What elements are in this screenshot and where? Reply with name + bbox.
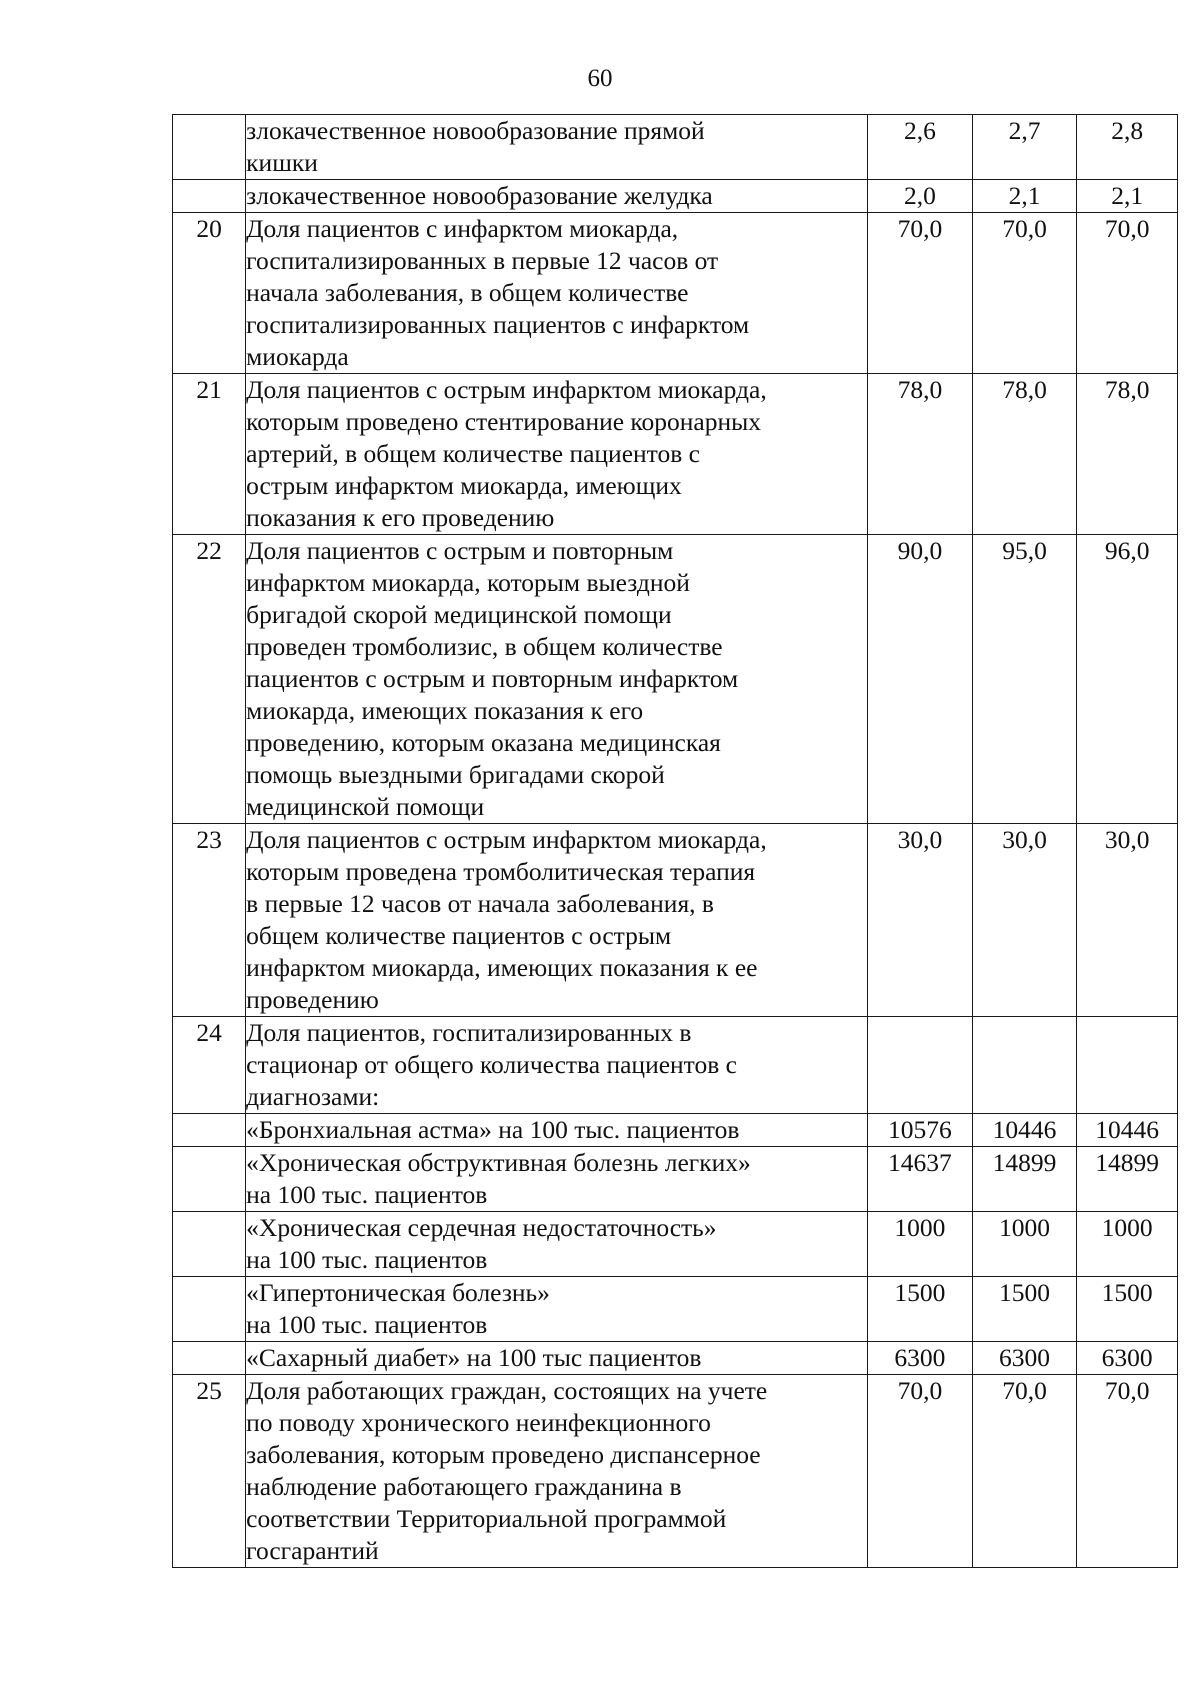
value-cell-3: 70,0: [1077, 213, 1178, 374]
indicator-text-cell: [246, 535, 868, 824]
row-number-cell: [173, 180, 246, 213]
indicator-text-line: злокачественное новообразование желудка: [246, 181, 713, 210]
indicator-text-line: стационар от общего количества пациентов с: [246, 1050, 737, 1079]
indicator-text-line: «Хроническая обструктивная болезнь легких»: [246, 1148, 751, 1177]
indicator-text-line: медицинской помощи: [246, 792, 485, 821]
indicator-text-line: бригадой скорой медицинской помощи: [246, 600, 672, 629]
indicator-text-line: Доля работающих граждан, состоящих на учете: [246, 1376, 768, 1405]
row-number-cell: [173, 1212, 246, 1277]
indicator-text-line: артерий, в общем количестве пациентов с: [246, 439, 700, 468]
table-row: [173, 115, 1178, 180]
indicator-text-cell: [246, 1147, 868, 1212]
table-row: [173, 180, 1178, 213]
indicator-text-line: пациентов с острым и повторным инфарктом: [246, 664, 739, 693]
indicator-text-line: Доля пациентов с острым инфарктом миокарда,: [246, 375, 767, 404]
value-cell-3: 1000: [1077, 1212, 1178, 1277]
value-cell-3: [1077, 1017, 1178, 1114]
indicator-text-line: Доля пациентов с острым и повторным: [246, 536, 674, 565]
table-row: [173, 1017, 1178, 1114]
indicator-text-line: госгарантий: [246, 1536, 379, 1565]
indicator-text-line: Доля пациентов с инфарктом миокарда,: [246, 214, 679, 243]
indicator-text-line: наблюдение работающего гражданина в: [246, 1472, 682, 1501]
indicator-text-line: Доля пациентов с острым инфарктом миокарда,: [246, 825, 767, 854]
value-cell-2: [972, 1017, 1077, 1114]
value-cell-3: 2,1: [1077, 180, 1178, 213]
value-cell-3: 78,0: [1077, 374, 1178, 535]
row-number-cell: 25: [173, 1375, 246, 1568]
value-cell-2: 70,0: [972, 1375, 1077, 1568]
indicator-text-line: общем количестве пациентов с острым: [246, 921, 672, 950]
value-cell-1: 70,0: [868, 1375, 973, 1568]
row-number-cell: 21: [173, 374, 246, 535]
indicator-text-line: на 100 тыс. пациентов: [246, 1310, 488, 1339]
value-cell-2: 10446: [972, 1114, 1077, 1147]
indicator-text-line: показания к его проведению: [246, 503, 555, 532]
table-row: [173, 1342, 1178, 1375]
indicator-text-line: миокарда: [246, 342, 349, 371]
row-number-cell: 22: [173, 535, 246, 824]
indicator-text-cell: [246, 1114, 868, 1147]
value-cell-1: 10576: [868, 1114, 973, 1147]
indicators-table: [172, 114, 1178, 1568]
value-cell-3: 6300: [1077, 1342, 1178, 1375]
indicator-text-line: госпитализированных пациентов с инфарктом: [246, 310, 750, 339]
value-cell-1: [868, 1017, 973, 1114]
row-number-cell: [173, 1277, 246, 1342]
page-number: 60: [587, 65, 613, 92]
table-row: [173, 1114, 1178, 1147]
indicator-text-cell: [246, 1277, 868, 1342]
value-cell-1: 90,0: [868, 535, 973, 824]
indicator-text-line: по поводу хронического неинфекционного: [246, 1408, 711, 1437]
value-cell-1: 70,0: [868, 213, 973, 374]
table-body: [173, 115, 1178, 1568]
indicator-text-line: злокачественное новообразование прямой: [246, 116, 705, 145]
row-number-cell: 20: [173, 213, 246, 374]
value-cell-2: 95,0: [972, 535, 1077, 824]
value-cell-1: 30,0: [868, 824, 973, 1017]
table-row: [173, 1277, 1178, 1342]
indicator-text-line: острым инфарктом миокарда, имеющих: [246, 471, 682, 500]
indicator-text-cell: [246, 374, 868, 535]
value-cell-3: 70,0: [1077, 1375, 1178, 1568]
indicator-text-line: проведен тромболизис, в общем количестве: [246, 632, 723, 661]
indicator-text-cell: [246, 1375, 868, 1568]
indicator-text-line: на 100 тыс. пациентов: [246, 1180, 488, 1209]
indicator-text-line: на 100 тыс. пациентов: [246, 1245, 488, 1274]
indicator-text-cell: [246, 180, 868, 213]
indicator-text-cell: [246, 1342, 868, 1375]
indicator-text-line: госпитализированных в первые 12 часов от: [246, 246, 719, 275]
table-row: [173, 824, 1178, 1017]
value-cell-2: 70,0: [972, 213, 1077, 374]
indicator-text-line: заболевания, которым проведено диспансерное: [246, 1440, 761, 1469]
value-cell-2: 1000: [972, 1212, 1077, 1277]
indicator-text-line: проведению: [246, 985, 379, 1014]
indicator-text-line: «Сахарный диабет» на 100 тыс пациентов: [246, 1343, 702, 1372]
row-number-cell: [173, 1342, 246, 1375]
value-cell-2: 1500: [972, 1277, 1077, 1342]
table-row: [173, 374, 1178, 535]
value-cell-2: 14899: [972, 1147, 1077, 1212]
indicator-text-line: которым проведена тромболитическая терапия: [246, 857, 756, 886]
value-cell-3: 30,0: [1077, 824, 1178, 1017]
table-row: [173, 1375, 1178, 1568]
table-row: [173, 1212, 1178, 1277]
row-number-cell: [173, 115, 246, 180]
value-cell-1: 2,6: [868, 115, 973, 180]
indicator-text-line: в первые 12 часов от начала заболевания, в: [246, 889, 714, 918]
value-cell-2: 2,1: [972, 180, 1077, 213]
value-cell-3: 10446: [1077, 1114, 1178, 1147]
indicator-text-cell: [246, 213, 868, 374]
value-cell-2: 30,0: [972, 824, 1077, 1017]
indicator-text-line: миокарда, имеющих показания к его: [246, 696, 644, 725]
row-number-cell: [173, 1147, 246, 1212]
value-cell-1: 78,0: [868, 374, 973, 535]
indicator-text-line: проведению, которым оказана медицинская: [246, 728, 721, 757]
indicator-text-line: «Хроническая сердечная недостаточность»: [246, 1213, 717, 1242]
indicator-text-line: «Гипертоническая болезнь»: [246, 1278, 550, 1307]
indicator-text-cell: [246, 1212, 868, 1277]
indicator-text-line: кишки: [246, 148, 318, 177]
value-cell-1: 1500: [868, 1277, 973, 1342]
indicator-text-line: инфарктом миокарда, имеющих показания к ее: [246, 953, 758, 982]
value-cell-1: 14637: [868, 1147, 973, 1212]
value-cell-3: 96,0: [1077, 535, 1178, 824]
table-row: [173, 213, 1178, 374]
value-cell-1: 1000: [868, 1212, 973, 1277]
indicator-text-line: соответствии Территориальной программой: [246, 1504, 727, 1533]
row-number-cell: [173, 1114, 246, 1147]
value-cell-3: 2,8: [1077, 115, 1178, 180]
indicator-text-line: Доля пациентов, госпитализированных в: [246, 1018, 692, 1047]
value-cell-3: 14899: [1077, 1147, 1178, 1212]
indicator-text-line: помощь выездными бригадами скорой: [246, 760, 665, 789]
indicator-text-line: «Бронхиальная астма» на 100 тыс. пациентов: [246, 1115, 740, 1144]
value-cell-3: 1500: [1077, 1277, 1178, 1342]
row-number-cell: 24: [173, 1017, 246, 1114]
indicator-text-cell: [246, 115, 868, 180]
indicator-text-line: диагнозами:: [246, 1082, 380, 1111]
indicator-text-cell: [246, 1017, 868, 1114]
value-cell-2: 6300: [972, 1342, 1077, 1375]
indicator-text-line: начала заболевания, в общем количестве: [246, 278, 689, 307]
table-row: [173, 535, 1178, 824]
indicator-text-cell: [246, 824, 868, 1017]
indicator-text-line: инфарктом миокарда, которым выездной: [246, 568, 690, 597]
table-row: [173, 1147, 1178, 1212]
row-number-cell: 23: [173, 824, 246, 1017]
value-cell-1: 6300: [868, 1342, 973, 1375]
value-cell-2: 2,7: [972, 115, 1077, 180]
value-cell-2: 78,0: [972, 374, 1077, 535]
indicator-text-line: которым проведено стентирование коронарных: [246, 407, 762, 436]
value-cell-1: 2,0: [868, 180, 973, 213]
